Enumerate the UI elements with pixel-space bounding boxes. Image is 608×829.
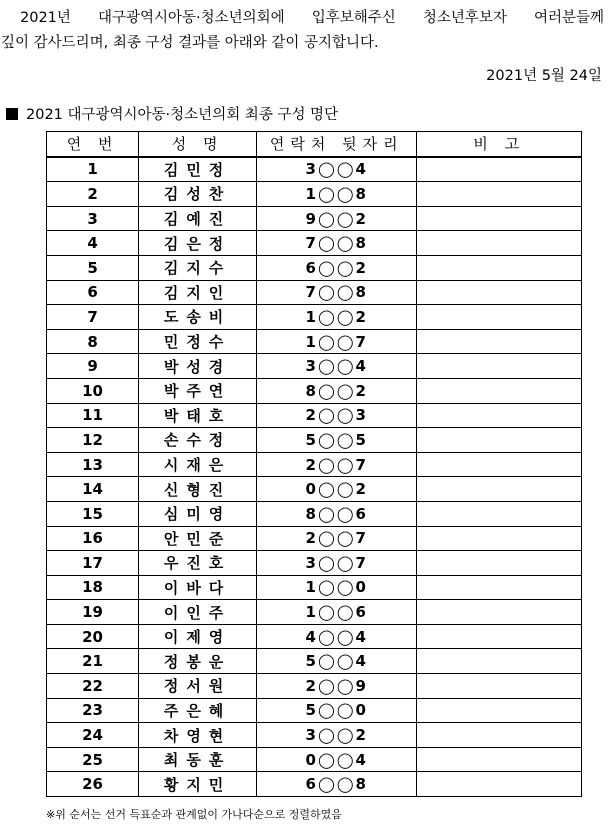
row-phone: 2◯◯7 [257, 452, 417, 477]
section-title [6, 103, 338, 124]
row-number: 13 [47, 452, 139, 477]
table-header-row [47, 132, 582, 157]
table-row [47, 772, 582, 797]
row-name: 김은정 [139, 231, 257, 256]
row-number: 24 [47, 723, 139, 748]
table-row [47, 674, 582, 699]
header-number: 연 번 [47, 132, 139, 157]
row-number: 8 [47, 329, 139, 354]
table-row [47, 403, 582, 428]
row-number: 14 [47, 477, 139, 502]
intro-line-2: 깊이 감사드리며, 최종 구성 결과를 아래와 같이 공지합니다. [1, 35, 379, 51]
row-phone: 1◯◯7 [257, 329, 417, 354]
row-number: 20 [47, 624, 139, 649]
table-row [47, 255, 582, 280]
row-phone: 2◯◯3 [257, 403, 417, 428]
row-note [417, 428, 582, 453]
row-number: 10 [47, 378, 139, 403]
table-row [47, 206, 582, 231]
row-note [417, 747, 582, 772]
footnote: ※위 순서는 선거 득표순과 관계없이 가나다순으로 정렬하였음 [46, 808, 342, 821]
row-name: 김예진 [139, 206, 257, 231]
row-note [417, 674, 582, 699]
table-row [47, 698, 582, 723]
table-row [47, 354, 582, 379]
row-phone: 8◯◯2 [257, 378, 417, 403]
row-note [417, 452, 582, 477]
table-row [47, 624, 582, 649]
row-number: 1 [47, 157, 139, 182]
row-note [417, 231, 582, 256]
table-row [47, 305, 582, 330]
row-phone: 5◯◯4 [257, 649, 417, 674]
table-row [47, 329, 582, 354]
row-note [417, 280, 582, 305]
row-note [417, 477, 582, 502]
row-phone: 6◯◯8 [257, 772, 417, 797]
row-number: 26 [47, 772, 139, 797]
row-name: 안민준 [139, 526, 257, 551]
table-row [47, 231, 582, 256]
row-number: 17 [47, 551, 139, 576]
row-note [417, 723, 582, 748]
row-number: 7 [47, 305, 139, 330]
header-name: 성 명 [139, 132, 257, 157]
row-name: 우진호 [139, 551, 257, 576]
row-name: 박태호 [139, 403, 257, 428]
row-note [417, 698, 582, 723]
row-number: 19 [47, 600, 139, 625]
row-phone: 2◯◯7 [257, 526, 417, 551]
header-phone: 연락처 뒷자리 [257, 132, 417, 157]
row-note [417, 182, 582, 207]
row-note [417, 157, 582, 182]
table-row [47, 723, 582, 748]
row-phone: 3◯◯4 [257, 354, 417, 379]
row-number: 2 [47, 182, 139, 207]
table-row [47, 280, 582, 305]
row-number: 5 [47, 255, 139, 280]
row-name: 정서원 [139, 674, 257, 699]
row-phone: 1◯◯8 [257, 182, 417, 207]
row-number: 16 [47, 526, 139, 551]
black-square-icon [6, 108, 18, 120]
intro-paragraph [0, 6, 604, 56]
row-name: 김지인 [139, 280, 257, 305]
row-number: 23 [47, 698, 139, 723]
row-phone: 5◯◯5 [257, 428, 417, 453]
row-phone: 0◯◯2 [257, 477, 417, 502]
row-note [417, 649, 582, 674]
row-number: 12 [47, 428, 139, 453]
row-note [417, 354, 582, 379]
row-phone: 3◯◯4 [257, 157, 417, 182]
header-note: 비 고 [417, 132, 582, 157]
row-name: 도송비 [139, 305, 257, 330]
row-phone: 3◯◯2 [257, 723, 417, 748]
row-number: 25 [47, 747, 139, 772]
row-name: 이바다 [139, 575, 257, 600]
row-number: 4 [47, 231, 139, 256]
row-note [417, 600, 582, 625]
table-row [47, 649, 582, 674]
row-name: 주은혜 [139, 698, 257, 723]
row-phone: 5◯◯0 [257, 698, 417, 723]
table-row [47, 551, 582, 576]
row-phone: 1◯◯2 [257, 305, 417, 330]
table-row [47, 182, 582, 207]
row-name: 박성경 [139, 354, 257, 379]
row-name: 신형진 [139, 477, 257, 502]
row-number: 21 [47, 649, 139, 674]
row-name: 이제영 [139, 624, 257, 649]
row-number: 6 [47, 280, 139, 305]
row-phone: 7◯◯8 [257, 280, 417, 305]
row-phone: 7◯◯8 [257, 231, 417, 256]
row-phone: 9◯◯2 [257, 206, 417, 231]
table-row [47, 575, 582, 600]
row-name: 김지수 [139, 255, 257, 280]
row-number: 9 [47, 354, 139, 379]
table-row [47, 428, 582, 453]
row-phone: 6◯◯2 [257, 255, 417, 280]
notice-date: 2021년 5월 24일 [486, 68, 602, 84]
row-name: 이인주 [139, 600, 257, 625]
row-phone: 3◯◯7 [257, 551, 417, 576]
row-note [417, 501, 582, 526]
row-phone: 8◯◯6 [257, 501, 417, 526]
row-name: 정봉운 [139, 649, 257, 674]
row-number: 18 [47, 575, 139, 600]
row-note [417, 206, 582, 231]
row-note [417, 403, 582, 428]
row-number: 11 [47, 403, 139, 428]
table-body [47, 157, 582, 797]
row-name: 김민정 [139, 157, 257, 182]
row-note [417, 526, 582, 551]
table-row [47, 501, 582, 526]
row-name: 손수정 [139, 428, 257, 453]
table-row [47, 600, 582, 625]
row-name: 심미영 [139, 501, 257, 526]
row-name: 민정수 [139, 329, 257, 354]
row-name: 차영현 [139, 723, 257, 748]
row-phone: 2◯◯9 [257, 674, 417, 699]
row-name: 황지민 [139, 772, 257, 797]
intro-line-1: 2021년 대구광역시아동·청소년의회에 입후보해주신 청소년후보자 여러분들께 [20, 10, 604, 26]
table-row [47, 526, 582, 551]
row-phone: 1◯◯0 [257, 575, 417, 600]
section-title-text: 2021 대구광역시아동·청소년의회 최종 구성 명단 [26, 107, 339, 123]
row-phone: 0◯◯4 [257, 747, 417, 772]
row-phone: 4◯◯4 [257, 624, 417, 649]
row-number: 3 [47, 206, 139, 231]
row-note [417, 378, 582, 403]
row-number: 15 [47, 501, 139, 526]
member-table [46, 131, 582, 797]
table-row [47, 157, 582, 182]
row-note [417, 772, 582, 797]
row-name: 시재은 [139, 452, 257, 477]
table-row [47, 378, 582, 403]
row-name: 박주연 [139, 378, 257, 403]
table-row [47, 477, 582, 502]
table-row [47, 452, 582, 477]
row-note [417, 551, 582, 576]
row-number: 22 [47, 674, 139, 699]
table-row [47, 747, 582, 772]
row-note [417, 575, 582, 600]
row-note [417, 624, 582, 649]
row-name: 김성찬 [139, 182, 257, 207]
row-note [417, 329, 582, 354]
row-name: 최동훈 [139, 747, 257, 772]
row-phone: 1◯◯6 [257, 600, 417, 625]
row-note [417, 255, 582, 280]
row-note [417, 305, 582, 330]
